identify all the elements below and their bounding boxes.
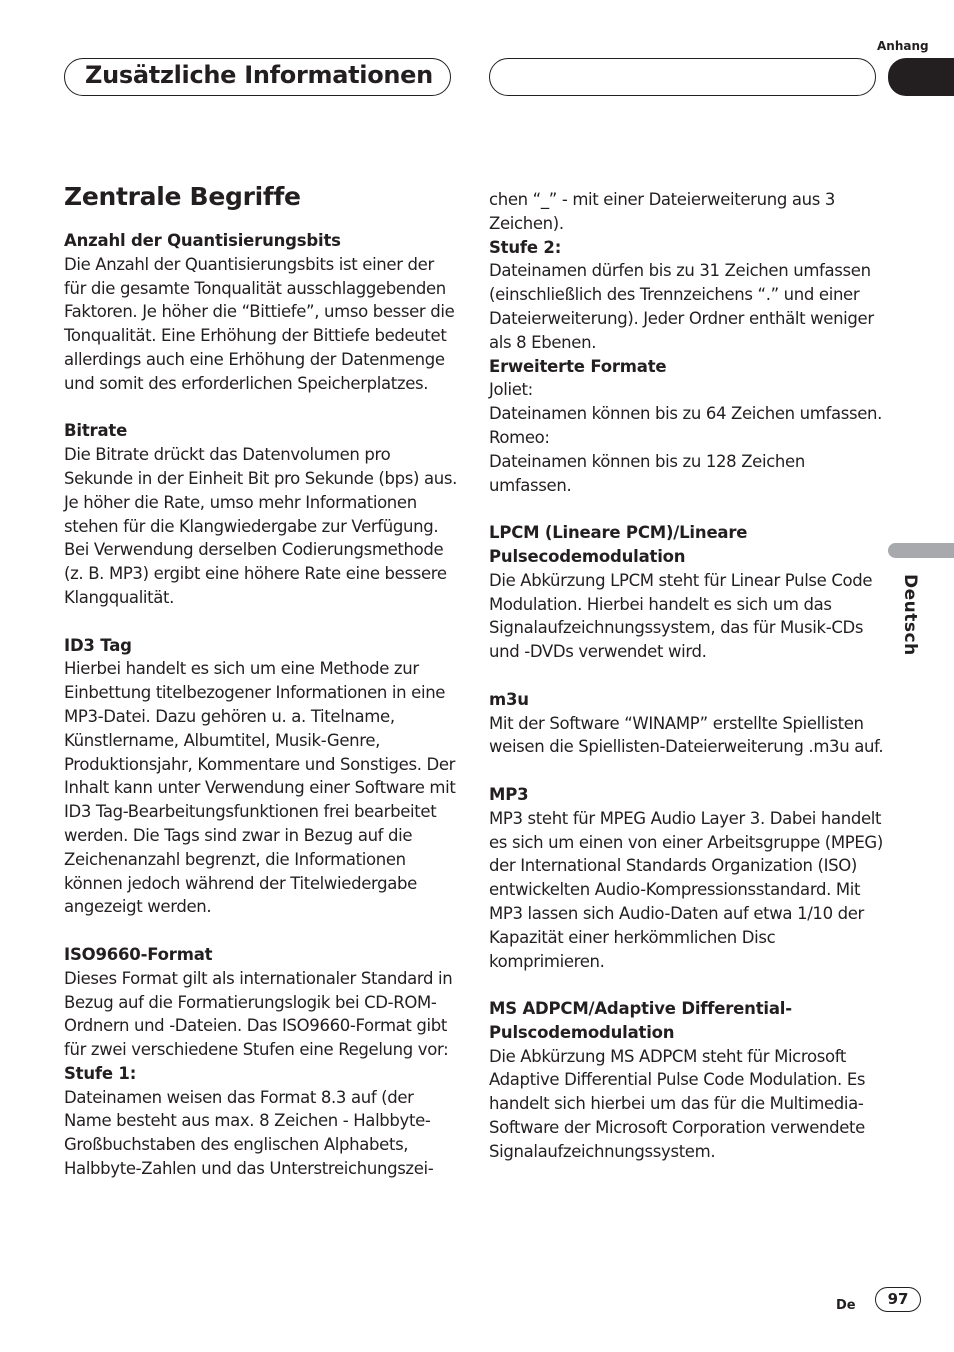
subhead-extended-formats: Erweiterte Formate (489, 356, 667, 376)
term-text: Dateinamen können bis zu 128 Zeichen umfassen. (489, 451, 805, 495)
footer-language: De (836, 1298, 856, 1313)
language-label: Deutsch (900, 574, 920, 656)
term-text: Romeo: (489, 427, 550, 447)
left-column (64, 229, 459, 1181)
term-text: MP3 steht für MPEG Audio Layer 3. Dabei handelt es sich um einen von einer Arbeitsgruppe (MPEG) der International Standards Organization (ISO) entwickelten Audio-Kompressionsstandard. Mit MP3 lassen sich Audio-Daten auf etwa 1/10 der Kapazität einer herkömmlichen Disc komprimieren. (489, 808, 883, 971)
term-m3u: m3u (489, 689, 529, 709)
term-text: Die Bitrate drückt das Datenvolumen pro Sekunde in der Einheit Bit pro Sekunde (bps) aus. Je höher die Rate, umso mehr Informationen stehen für die Klangwiedergabe zur Verfügung. Bei Verwendung derselben Codierungsmethode (z. B. MP3) ergibt eine höhere Rate eine bessere Klangqualität. (64, 445, 458, 607)
empty-title-pill (489, 58, 876, 96)
term-text: Die Anzahl der Quantisierungsbits ist einer der für die gesamte Tonqualität ausschlaggebenden Faktoren. Je höher die “Bittiefe”, umso besser die Tonqualität. Eine Erhöhung der Bittiefe bedeutet allerdings auch eine Erhöhung der Datenmenge und somit des erforderlichen Speicherplatzes. (64, 254, 455, 393)
term-text: Die Abkürzung MS ADPCM steht für Microsoft Adaptive Differential Pulse Code Modulation. Es handelt sich hierbei um das für die Multimedia-Software der Microsoft Corporation verwendete Signalaufzeichnungssystem. (489, 1046, 866, 1161)
page-number: 97 (875, 1287, 921, 1312)
language-tab-marker (888, 543, 954, 558)
term-text: Dateinamen dürfen bis zu 31 Zeichen umfassen (einschließlich des Trennzeichens “.” und einer Dateierweiterung). Jeder Ordner enthält weniger als 8 Ebenen. (489, 261, 874, 352)
term-mp3: MP3 (489, 784, 529, 804)
subhead-level-2: Stufe 2: (489, 237, 562, 257)
term-ms-adpcm: MS ADPCM/Adaptive Differential-Pulscodemodulation (489, 999, 792, 1042)
term-text: chen “_” - mit einer Dateierweiterung aus 3 Zeichen). (489, 190, 836, 233)
term-lpcm: LPCM (Lineare PCM)/Lineare Pulsecodemodulation (489, 523, 748, 566)
term-iso9660: ISO9660-Format (64, 944, 213, 964)
subhead-level-1: Stufe 1: (64, 1063, 137, 1083)
term-text: Dateinamen können bis zu 64 Zeichen umfassen. (489, 404, 883, 424)
term-text: Joliet: (489, 380, 533, 400)
term-text: Dieses Format gilt als internationaler Standard in Bezug auf die Formatierungslogik bei CD-ROM-Ordnern und -Dateien. Das ISO9660-Format gibt für zwei verschiedene Stufen eine Regelung vor: (64, 968, 453, 1060)
section-tag: Anhang (877, 39, 929, 53)
section-title: Zusätzliche Informationen (85, 61, 433, 89)
page-title: Zentrale Begriffe (64, 182, 301, 211)
header-black-tab (888, 58, 954, 96)
term-text: Hierbei handelt es sich um eine Methode zur Einbettung titelbezogener Informationen in eine MP3-Datei. Dazu gehören u. a. Titelname, Künstlername, Albumtitel, Musik-Genre, Produktionsjahr, Kommentare und Sonstiges. Der Inhalt kann unter Verwendung einer Software mit ID3 Tag-Bearbeitungsfunktionen frei bearbeitet werden. Die Tags sind zwar in Bezug auf die Zeichenanzahl begrenzt, die Informationen können jedoch während der Titelwiedergabe angezeigt werden. (64, 659, 456, 917)
term-id3-tag: ID3 Tag (64, 635, 132, 655)
term-text: Mit der Software “WINAMP” erstellte Spiellisten weisen die Spiellisten-Dateierweiterung .m3u auf. (489, 713, 884, 757)
right-column (489, 188, 884, 1164)
section-title-pill (64, 58, 451, 96)
term-bitrate: Bitrate (64, 421, 128, 441)
term-quantization-bits: Anzahl der Quantisierungsbits (64, 231, 341, 250)
term-text: Dateinamen weisen das Format 8.3 auf (der Name besteht aus max. 8 Zeichen - Halbbyte-Großbuchstaben des englischen Alphabets, Halbbyte-Zahlen und das Unterstreichungszei- (64, 1087, 434, 1179)
term-text: Die Abkürzung LPCM steht für Linear Pulse Code Modulation. Hierbei handelt es sich um das Signalaufzeichnungssystem, das für Musik-CDs und -DVDs verwendet wird. (489, 570, 873, 662)
